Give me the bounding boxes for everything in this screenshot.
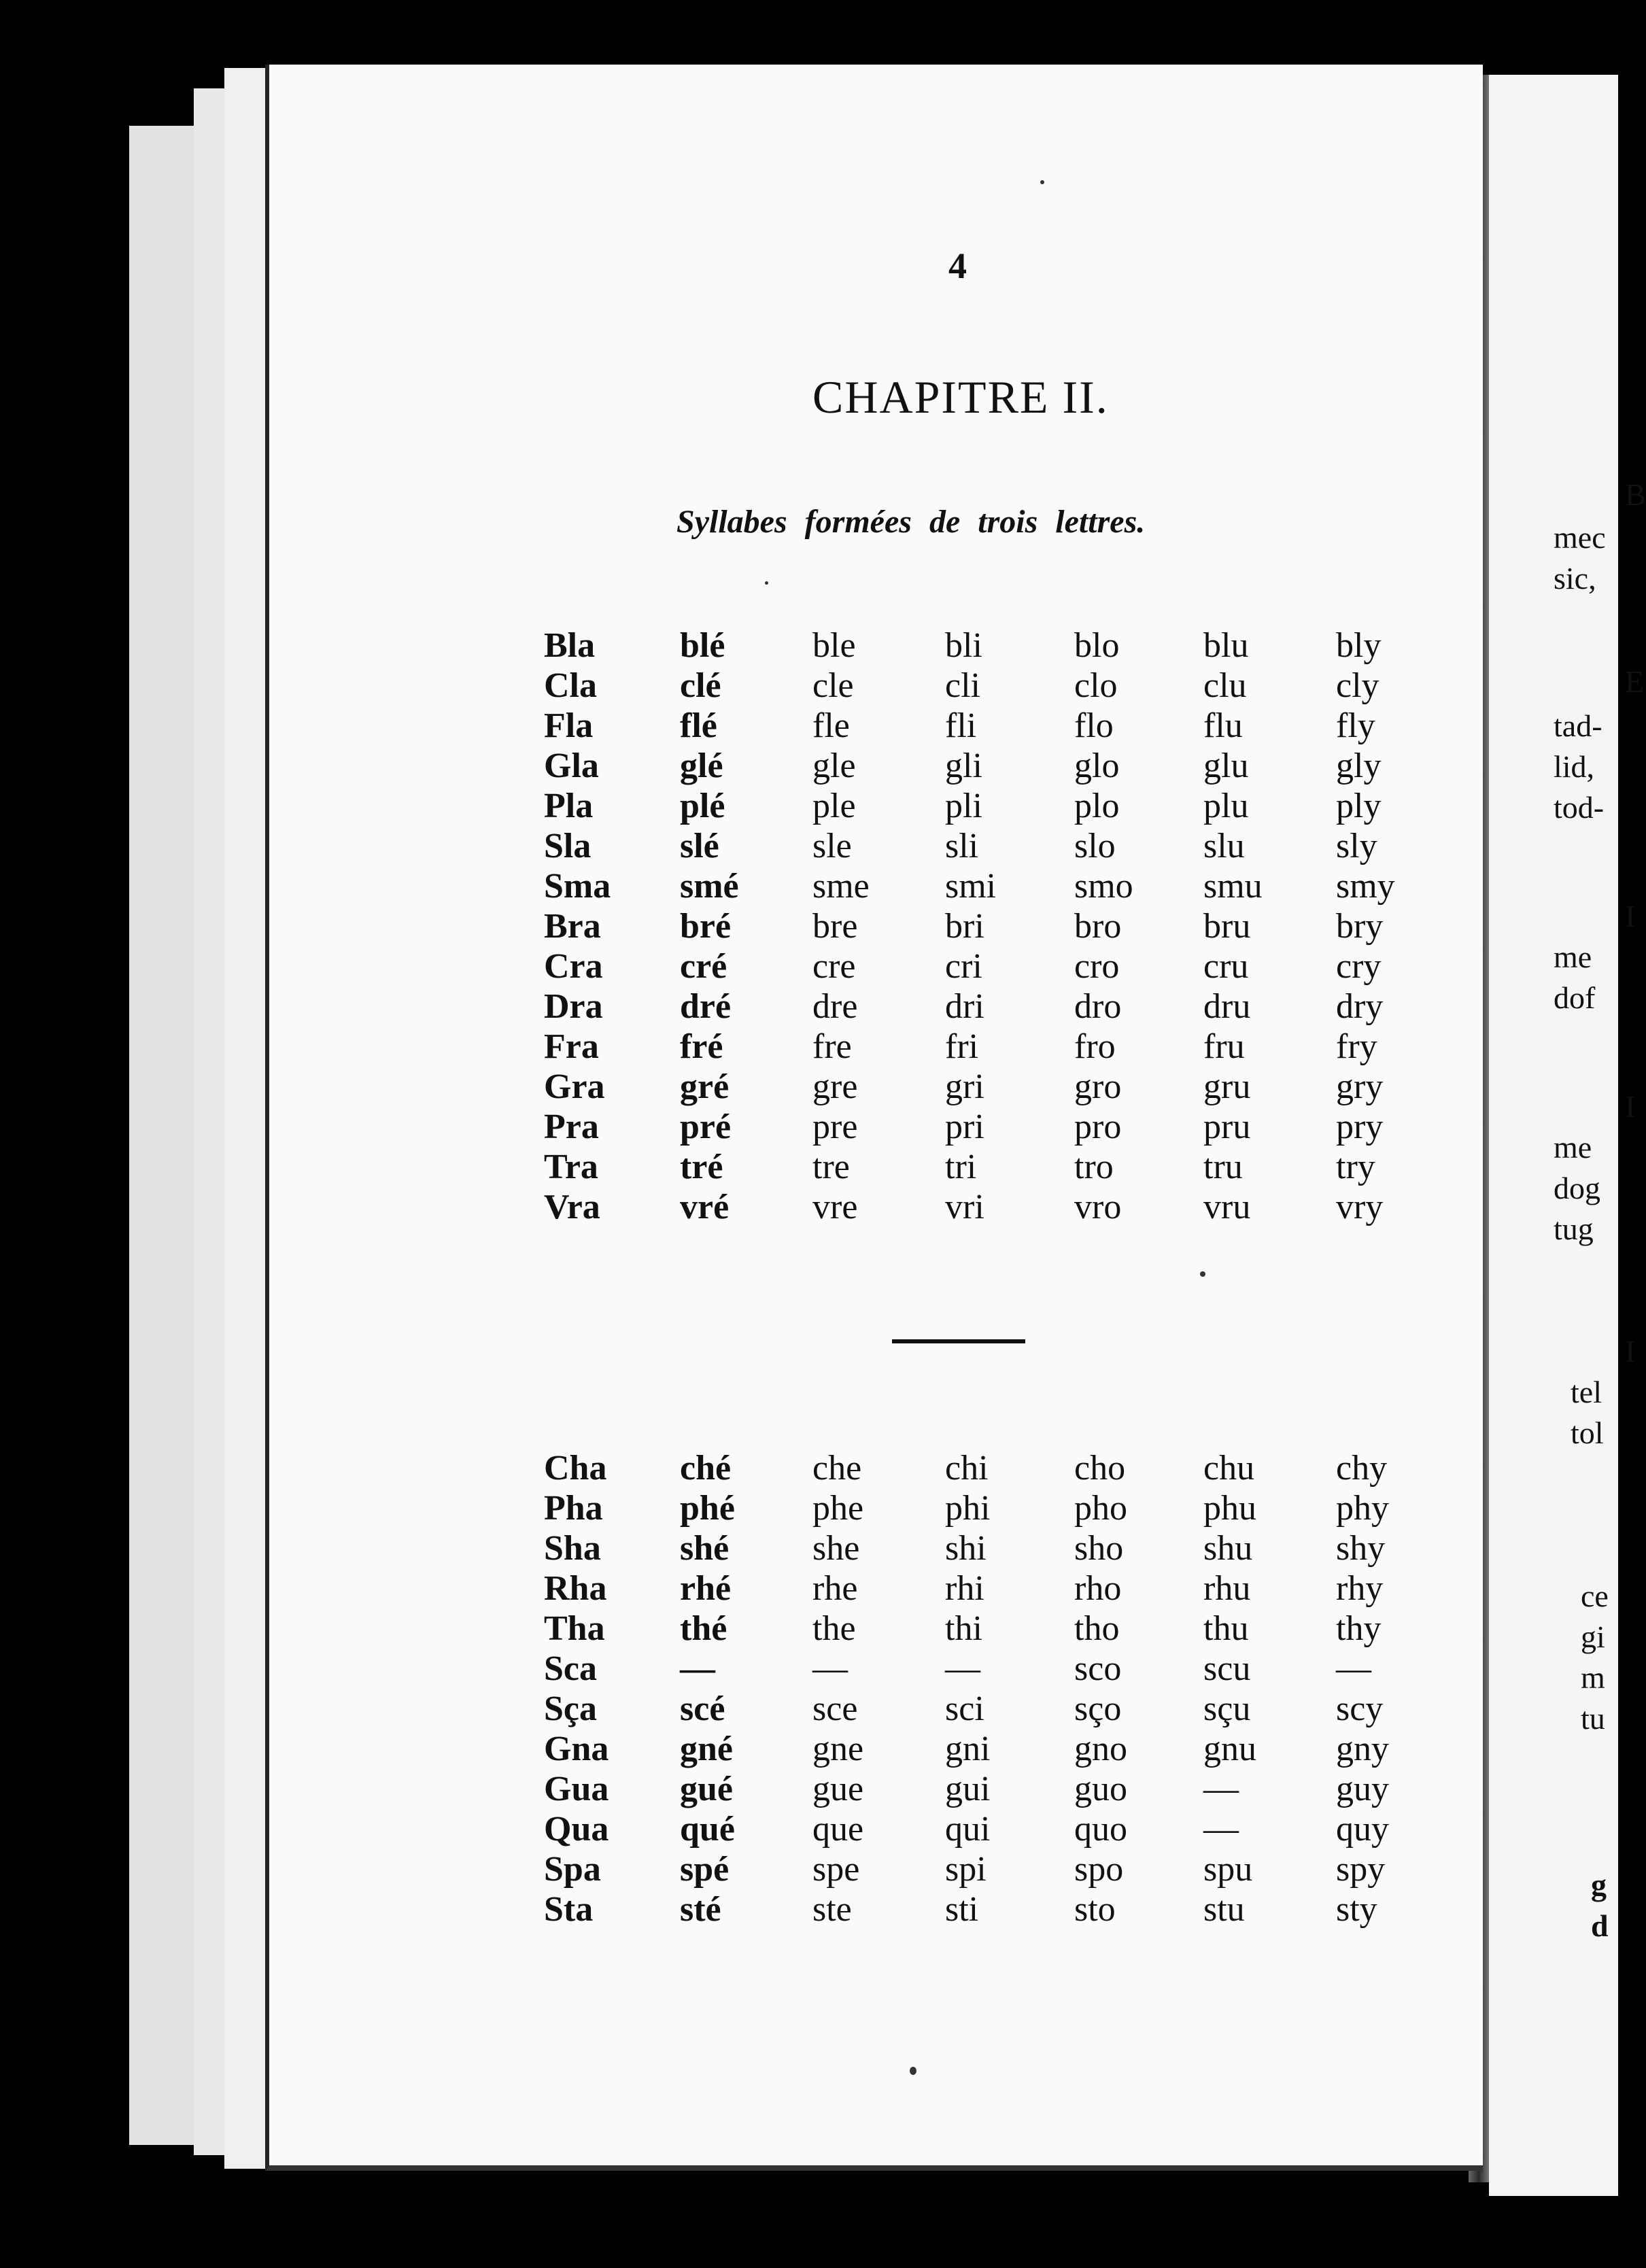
syllable-cell: tri bbox=[945, 1148, 977, 1186]
syllable-cell: bri bbox=[945, 907, 984, 946]
syllable-cell: smé bbox=[680, 867, 739, 906]
facing-text-line: I bbox=[1625, 1089, 1636, 1124]
ink-speck bbox=[910, 2067, 916, 2075]
facing-text-line: g bbox=[1591, 1868, 1607, 1902]
syllable-row-label: Tra bbox=[544, 1148, 598, 1186]
syllable-cell: pru bbox=[1203, 1107, 1251, 1146]
syllable-cell: flo bbox=[1074, 706, 1114, 745]
syllable-cell: gno bbox=[1074, 1730, 1127, 1768]
syllable-cell: dré bbox=[680, 987, 732, 1026]
syllable-cell: tro bbox=[1074, 1148, 1114, 1186]
syllable-cell: she bbox=[812, 1529, 860, 1568]
syllable-cell: dru bbox=[1203, 987, 1251, 1026]
syllable-cell: try bbox=[1336, 1148, 1375, 1186]
syllable-cell: stu bbox=[1203, 1890, 1245, 1929]
syllable-cell: gne bbox=[812, 1730, 864, 1768]
facing-text-line: B bbox=[1625, 477, 1646, 512]
syllable-cell: fly bbox=[1336, 706, 1375, 745]
syllable-cell: pli bbox=[945, 787, 982, 825]
syllable-cell: chu bbox=[1203, 1449, 1255, 1488]
syllable-cell: sho bbox=[1074, 1529, 1124, 1568]
syllable-cell: dry bbox=[1336, 987, 1384, 1026]
syllable-cell: scu bbox=[1203, 1649, 1251, 1688]
ink-speck bbox=[1200, 1271, 1205, 1277]
facing-text-line: tug bbox=[1554, 1212, 1594, 1246]
syllable-cell: sço bbox=[1074, 1689, 1122, 1728]
syllable-table-2 bbox=[544, 1448, 1424, 1929]
syllable-cell: phe bbox=[812, 1489, 864, 1528]
chapter-title: CHAPITRE II. bbox=[812, 371, 1109, 423]
syllable-cell: fru bbox=[1203, 1027, 1245, 1066]
syllable-cell: gnu bbox=[1203, 1730, 1256, 1768]
facing-text-line: E bbox=[1625, 664, 1645, 699]
facing-text-line: tol bbox=[1571, 1415, 1604, 1450]
syllable-cell: blu bbox=[1203, 626, 1249, 665]
syllable-cell: che bbox=[812, 1449, 862, 1488]
syllable-cell: slé bbox=[680, 827, 719, 865]
syllable-cell: gué bbox=[680, 1770, 733, 1808]
syllable-cell: fle bbox=[812, 706, 850, 745]
syllable-cell: pré bbox=[680, 1107, 732, 1146]
syllable-cell: vry bbox=[1336, 1188, 1384, 1226]
syllable-cell: fré bbox=[680, 1027, 723, 1066]
syllable-cell: sci bbox=[945, 1689, 984, 1728]
syllable-cell: gré bbox=[680, 1067, 730, 1106]
syllable-cell: guy bbox=[1336, 1770, 1389, 1808]
syllable-cell: bre bbox=[812, 907, 858, 946]
syllable-cell: vré bbox=[680, 1188, 730, 1226]
syllable-cell: cli bbox=[945, 666, 980, 705]
syllable-cell: thy bbox=[1336, 1609, 1382, 1648]
syllable-cell: thé bbox=[680, 1609, 727, 1648]
syllable-row-label: Sha bbox=[544, 1529, 601, 1568]
syllable-cell: gri bbox=[945, 1067, 984, 1106]
syllable-cell: clo bbox=[1074, 666, 1118, 705]
ink-speck bbox=[765, 581, 768, 585]
syllable-cell: phé bbox=[680, 1489, 735, 1528]
syllable-cell: spi bbox=[945, 1850, 987, 1889]
syllable-cell: cro bbox=[1074, 947, 1120, 986]
syllable-cell: gue bbox=[812, 1770, 864, 1808]
syllable-row-label: Cla bbox=[544, 666, 597, 705]
syllable-cell: spu bbox=[1203, 1850, 1253, 1889]
syllable-row-label: Rha bbox=[544, 1569, 607, 1608]
syllable-cell: sly bbox=[1336, 827, 1377, 865]
syllable-cell: fri bbox=[945, 1027, 979, 1066]
syllable-row-label: Fra bbox=[544, 1027, 599, 1066]
syllable-cell: shy bbox=[1336, 1529, 1386, 1568]
facing-text-line: lid, bbox=[1554, 749, 1595, 784]
facing-text-line: tod- bbox=[1554, 790, 1605, 825]
syllable-cell: bry bbox=[1336, 907, 1384, 946]
syllable-cell: flé bbox=[680, 706, 717, 745]
syllable-cell: spy bbox=[1336, 1850, 1386, 1889]
syllable-cell: cre bbox=[812, 947, 856, 986]
syllable-cell: plo bbox=[1074, 787, 1120, 825]
syllable-cell: phu bbox=[1203, 1489, 1256, 1528]
syllable-cell: qué bbox=[680, 1810, 735, 1849]
syllable-cell: dri bbox=[945, 987, 984, 1026]
syllable-cell: chy bbox=[1336, 1449, 1388, 1488]
syllable-cell: vru bbox=[1203, 1188, 1251, 1226]
facing-text-line: I bbox=[1625, 1334, 1636, 1369]
syllable-cell: cru bbox=[1203, 947, 1249, 986]
syllable-cell: sco bbox=[1074, 1649, 1122, 1688]
syllable-cell: ple bbox=[812, 787, 856, 825]
syllable-cell: sçu bbox=[1203, 1689, 1251, 1728]
syllable-row-label: Spa bbox=[544, 1850, 601, 1889]
syllable-cell: tho bbox=[1074, 1609, 1120, 1648]
syllable-cell: gui bbox=[945, 1770, 991, 1808]
syllable-cell: chi bbox=[945, 1449, 989, 1488]
syllable-cell: — bbox=[945, 1649, 980, 1688]
syllable-cell: fre bbox=[812, 1027, 852, 1066]
syllable-cell: sli bbox=[945, 827, 979, 865]
syllable-cell: rhe bbox=[812, 1569, 858, 1608]
syllable-cell: vro bbox=[1074, 1188, 1122, 1226]
syllable-cell: gni bbox=[945, 1730, 991, 1768]
syllable-row-label: Gla bbox=[544, 746, 599, 785]
syllable-row-label: Pha bbox=[544, 1489, 603, 1528]
syllable-cell: sté bbox=[680, 1890, 721, 1929]
syllable-cell: flu bbox=[1203, 706, 1243, 745]
syllable-cell: thu bbox=[1203, 1609, 1249, 1648]
syllable-cell: smy bbox=[1336, 867, 1395, 906]
facing-text-line: me bbox=[1554, 1130, 1592, 1165]
syllable-table-1 bbox=[544, 625, 1424, 1227]
syllable-cell: — bbox=[1203, 1810, 1239, 1849]
syllable-row-label: Tha bbox=[544, 1609, 605, 1648]
syllable-cell: quo bbox=[1074, 1810, 1127, 1849]
syllable-cell: pre bbox=[812, 1107, 858, 1146]
syllable-cell: cré bbox=[680, 947, 727, 986]
facing-text-line: me bbox=[1554, 940, 1592, 974]
syllable-cell: bru bbox=[1203, 907, 1251, 946]
syllable-cell: ble bbox=[812, 626, 856, 665]
section-divider bbox=[892, 1339, 1025, 1343]
syllable-cell: spe bbox=[812, 1850, 860, 1889]
syllable-cell: tré bbox=[680, 1148, 723, 1186]
syllable-cell: ply bbox=[1336, 787, 1382, 825]
syllable-cell: slu bbox=[1203, 827, 1245, 865]
syllable-row-label: Qua bbox=[544, 1810, 609, 1849]
syllable-cell: — bbox=[812, 1649, 848, 1688]
syllable-row-label: Sta bbox=[544, 1890, 594, 1929]
syllable-row-label: Sça bbox=[544, 1689, 597, 1728]
syllable-cell: — bbox=[1336, 1649, 1371, 1688]
syllable-cell: scy bbox=[1336, 1689, 1384, 1728]
syllable-row-label: Gra bbox=[544, 1067, 605, 1106]
syllable-cell: pho bbox=[1074, 1489, 1127, 1528]
facing-page bbox=[1489, 75, 1646, 2196]
syllable-row-label: Bra bbox=[544, 907, 601, 946]
syllable-cell: rhi bbox=[945, 1569, 984, 1608]
syllable-cell: gli bbox=[945, 746, 982, 785]
syllable-cell: gny bbox=[1336, 1730, 1389, 1768]
syllable-cell: bli bbox=[945, 626, 982, 665]
syllable-cell: qui bbox=[945, 1810, 991, 1849]
ink-speck bbox=[1040, 180, 1044, 184]
syllable-cell: sce bbox=[812, 1689, 858, 1728]
syllable-cell: phi bbox=[945, 1489, 991, 1528]
syllable-cell: guo bbox=[1074, 1770, 1127, 1808]
syllable-cell: — bbox=[1203, 1770, 1239, 1808]
page-number: 4 bbox=[948, 245, 967, 286]
facing-text-line: m bbox=[1581, 1660, 1605, 1695]
syllable-cell: ché bbox=[680, 1449, 732, 1488]
syllable-cell: fro bbox=[1074, 1027, 1116, 1066]
syllable-cell: gro bbox=[1074, 1067, 1122, 1106]
syllable-row-label: Dra bbox=[544, 987, 603, 1026]
syllable-cell: smo bbox=[1074, 867, 1133, 906]
syllable-cell: cly bbox=[1336, 666, 1379, 705]
syllable-cell: gre bbox=[812, 1067, 858, 1106]
syllable-cell: dre bbox=[812, 987, 858, 1026]
syllable-cell: pry bbox=[1336, 1107, 1384, 1146]
syllable-cell: phy bbox=[1336, 1489, 1389, 1528]
syllable-cell: slo bbox=[1074, 827, 1116, 865]
syllable-cell: gru bbox=[1203, 1067, 1251, 1106]
syllable-cell: gly bbox=[1336, 746, 1382, 785]
syllable-cell: que bbox=[812, 1810, 864, 1849]
syllable-cell: cri bbox=[945, 947, 982, 986]
syllable-cell: tre bbox=[812, 1148, 850, 1186]
syllable-cell: rhé bbox=[680, 1569, 732, 1608]
syllable-row-label: Cha bbox=[544, 1449, 607, 1488]
syllable-row-label: Bla bbox=[544, 626, 596, 665]
syllable-row-label: Sla bbox=[544, 827, 591, 865]
syllable-row-label: Gua bbox=[544, 1770, 609, 1808]
syllable-row-label: Vra bbox=[544, 1188, 600, 1226]
section-subtitle: Syllabes formées de trois lettres. bbox=[676, 504, 1146, 540]
syllable-row-label: Pla bbox=[544, 787, 594, 825]
syllable-cell: clu bbox=[1203, 666, 1247, 705]
syllable-cell: plé bbox=[680, 787, 725, 825]
syllable-row-label: Cra bbox=[544, 947, 603, 986]
syllable-cell: glu bbox=[1203, 746, 1249, 785]
syllable-cell: dro bbox=[1074, 987, 1122, 1026]
syllable-cell: smu bbox=[1203, 867, 1263, 906]
syllable-cell: sto bbox=[1074, 1890, 1116, 1929]
facing-text-line: I bbox=[1625, 899, 1636, 933]
syllable-cell: plu bbox=[1203, 787, 1249, 825]
syllable-cell: cry bbox=[1336, 947, 1382, 986]
syllable-cell: vre bbox=[812, 1188, 858, 1226]
syllable-cell: pri bbox=[945, 1107, 984, 1146]
syllable-cell: cho bbox=[1074, 1449, 1126, 1488]
syllable-row-label: Gna bbox=[544, 1730, 609, 1768]
syllable-cell: glé bbox=[680, 746, 723, 785]
syllable-cell: shu bbox=[1203, 1529, 1253, 1568]
syllable-cell: bly bbox=[1336, 626, 1382, 665]
syllable-cell: rhy bbox=[1336, 1569, 1384, 1608]
syllable-cell: fli bbox=[945, 706, 977, 745]
syllable-cell: quy bbox=[1336, 1810, 1389, 1849]
syllable-cell: the bbox=[812, 1609, 856, 1648]
facing-text-line: ce bbox=[1581, 1579, 1609, 1613]
facing-text-line: mec bbox=[1554, 520, 1606, 555]
syllable-cell: fry bbox=[1336, 1027, 1377, 1066]
syllable-cell: sme bbox=[812, 867, 870, 906]
syllable-cell: smi bbox=[945, 867, 997, 906]
syllable-row-label: Pra bbox=[544, 1107, 599, 1146]
facing-text-line: tad- bbox=[1554, 708, 1602, 743]
syllable-row-label: Sca bbox=[544, 1649, 597, 1688]
syllable-cell: rhu bbox=[1203, 1569, 1251, 1608]
syllable-cell: gry bbox=[1336, 1067, 1384, 1106]
syllable-row-label: Fla bbox=[544, 706, 594, 745]
syllable-cell: cle bbox=[812, 666, 854, 705]
syllable-cell: bré bbox=[680, 907, 732, 946]
syllable-cell: pro bbox=[1074, 1107, 1122, 1146]
syllable-cell: vri bbox=[945, 1188, 984, 1226]
syllable-cell: tru bbox=[1203, 1148, 1243, 1186]
syllable-cell: — bbox=[680, 1649, 715, 1688]
page-edge bbox=[224, 68, 269, 2169]
syllable-cell: blo bbox=[1074, 626, 1120, 665]
facing-text-line: tu bbox=[1581, 1701, 1605, 1736]
syllable-cell: sty bbox=[1336, 1890, 1377, 1929]
syllable-cell: ste bbox=[812, 1890, 852, 1929]
syllable-cell: glo bbox=[1074, 746, 1120, 785]
facing-text-line: dog bbox=[1554, 1171, 1600, 1205]
facing-text-line: sic, bbox=[1554, 561, 1596, 596]
syllable-cell: spé bbox=[680, 1850, 730, 1889]
syllable-cell: sti bbox=[945, 1890, 979, 1929]
syllable-cell: gle bbox=[812, 746, 856, 785]
syllable-cell: blé bbox=[680, 626, 725, 665]
syllable-cell: clé bbox=[680, 666, 721, 705]
facing-text-line: tel bbox=[1571, 1375, 1602, 1409]
facing-text-line: d bbox=[1591, 1908, 1609, 1943]
syllable-cell: shi bbox=[945, 1529, 987, 1568]
syllable-cell: shé bbox=[680, 1529, 730, 1568]
facing-text-line: gi bbox=[1581, 1619, 1605, 1654]
syllable-cell: thi bbox=[945, 1609, 982, 1648]
facing-text-line: dof bbox=[1554, 980, 1596, 1015]
syllable-cell: sle bbox=[812, 827, 852, 865]
syllable-cell: scé bbox=[680, 1689, 725, 1728]
syllable-cell: bro bbox=[1074, 907, 1122, 946]
syllable-cell: spo bbox=[1074, 1850, 1124, 1889]
syllable-row-label: Sma bbox=[544, 867, 611, 906]
syllable-cell: gné bbox=[680, 1730, 733, 1768]
syllable-cell: rho bbox=[1074, 1569, 1122, 1608]
